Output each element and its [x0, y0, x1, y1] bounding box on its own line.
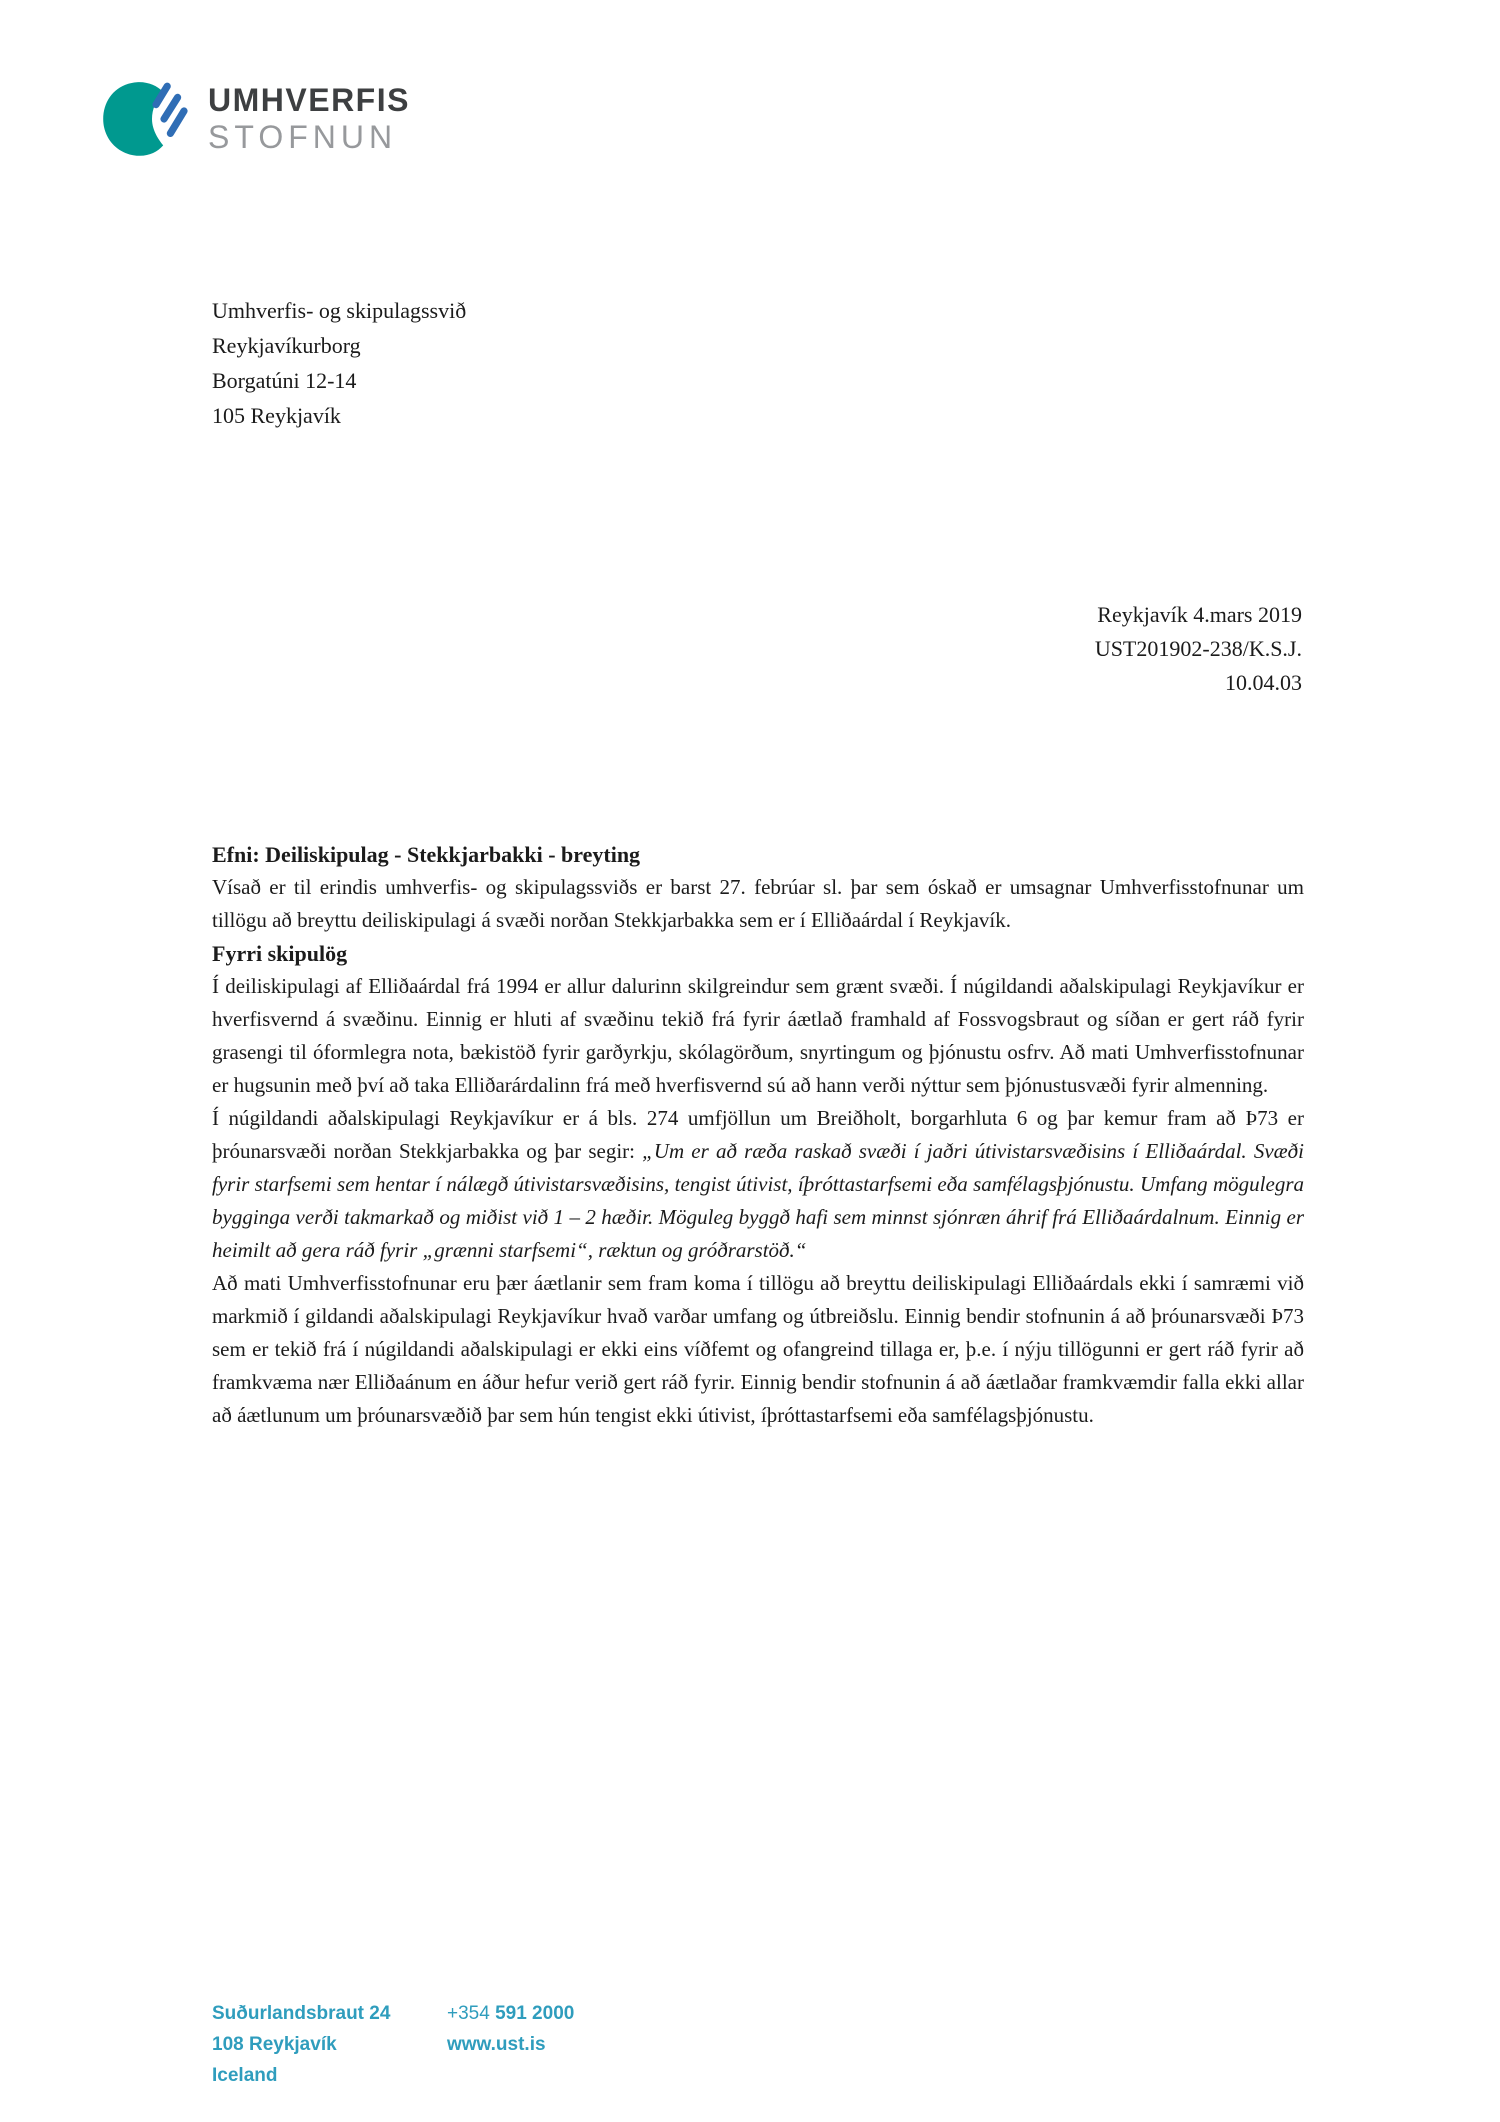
section1-paragraph: Í deiliskipulagi af Elliðaárdal frá 1994 er allur dalurinn skilgreindur sem grænt svæði. Í núgildandi aðalskipulagi Reykjavíkur er hverfisvernd á svæðinu. Einnig er hluti af svæðinu tekið frá fyrir áætlað framhald af Fossvogsbraut og síðan er gert ráð fyrir grasengi til óformlegra nota, bækistöð fyrir garðyrkju, skólagörðum, snyrtingum og þjónustu osfrv. Að mati Umhverfisstofnunar er hugsunin með því að taka Elliðarárdalinn frá með hverfisvernd sú að hann verði nýttur sem þjónustusvæði fyrir almenning.	[212, 974, 1304, 1097]
section2-paragraph-with-quote	[212, 1102, 1304, 1267]
section-heading-fyrri-skipulog: Fyrri skipulög	[212, 941, 348, 966]
footer-contact-column	[447, 1998, 574, 2091]
footer-country: Iceland	[212, 2065, 278, 2086]
footer-phone	[447, 1998, 574, 2029]
reference-number: UST201902-238/K.S.J.	[1094, 636, 1302, 661]
footer-address-column	[212, 1998, 447, 2091]
letter-body	[212, 838, 1304, 1432]
recipient-line-department: Umhverfis- og skipulagssvið	[212, 298, 467, 323]
footer-phone-prefix: +354	[447, 2003, 490, 2024]
footer-phone-number: 591 2000	[495, 2003, 575, 2024]
recipient-line-city-org: Reykjavíkurborg	[212, 333, 361, 358]
section2-continuation-paragraph: Að mati Umhverfisstofnunar eru þær áætlanir sem fram koma í tillögu að breyttu deiliskipulagi Elliðaárdals ekki í samræmi við markmið í gildandi aðalskipulagi Reykjavíkur hvað varðar umfang og útbreiðslu. Einnig bendir stofnunin á að þróunarsvæði Þ73 sem er tekið frá í núgildandi aðalskipulagi er ekki eins víðfemt og ofangreind tillaga er, þ.e. í nýju tillögunni er gert ráð fyrir að framkvæma nær Elliðaánum en áður hefur verið gert ráð fyrir. Einnig bendir stofnunin á að áætlaðar framkvæmdir falla ekki allar að áætlunum um þróunarsvæðið þar sem hún tengist ekki útivist, íþróttastarfsemi eða samfélagsþjónustu.	[212, 1271, 1304, 1427]
section2-lead-text: Í núgildandi aðalskipulagi Reykjavíkur er á bls. 274 umfjöllun um Breiðholt, borgarhluta 6 og þar kemur fram að Þ73 er þróunarsvæði norðan Stekkjarbakka og þar segir:	[212, 1106, 1304, 1163]
footer-website: www.ust.is	[447, 2034, 546, 2055]
intro-paragraph: Vísað er til erindis umhverfis- og skipulagssviðs er barst 27. febrúar sl. þar sem óskað er umsagnar Umhverfisstofnunar um tillögu að breyttu deiliskipulagi á svæði norðan Stekkjarbakka sem er í Elliðaárdal í Reykjavík.	[212, 875, 1304, 932]
logo-wordmark	[208, 83, 410, 155]
case-number: 10.04.03	[1225, 670, 1302, 695]
date-reference-block	[1095, 598, 1302, 700]
place-and-date: Reykjavík 4.mars 2019	[1097, 602, 1302, 627]
leaf-logo-icon	[100, 76, 188, 162]
letter-footer	[212, 1998, 574, 2091]
logo-name-line2: STOFNUN	[208, 119, 398, 155]
recipient-line-street: Borgatúni 12-14	[212, 368, 357, 393]
logo-name-line1: UMHVERFIS	[208, 81, 410, 118]
umhverfisstofnun-logo	[100, 76, 410, 162]
recipient-address	[212, 293, 466, 433]
footer-city: 108 Reykjavík	[212, 2034, 337, 2055]
section2-quote-text: „Um er að ræða raskað svæði í jaðri útivistarsvæðisins í Elliðaárdal. Svæði fyrir starfsemi sem hentar í nálægð útivistarsvæðisins, tengist útivist, íþróttastarfsemi eða samfélagsþjónustu. Umfang mögulegra bygginga verði takmarkað og miðist við 1 – 2 hæðir. Möguleg byggð hafi sem minnst sjónræn áhrif frá Elliðaárdalnum. Einnig er heimilt að gera ráð fyrir „grænni starfsemi“, ræktun og gróðrarstöð.“	[212, 1139, 1304, 1262]
subject-line: Efni: Deiliskipulag - Stekkjarbakki - breyting	[212, 842, 641, 867]
footer-street: Suðurlandsbraut 24	[212, 2003, 391, 2024]
recipient-line-postal: 105 Reykjavík	[212, 403, 341, 428]
